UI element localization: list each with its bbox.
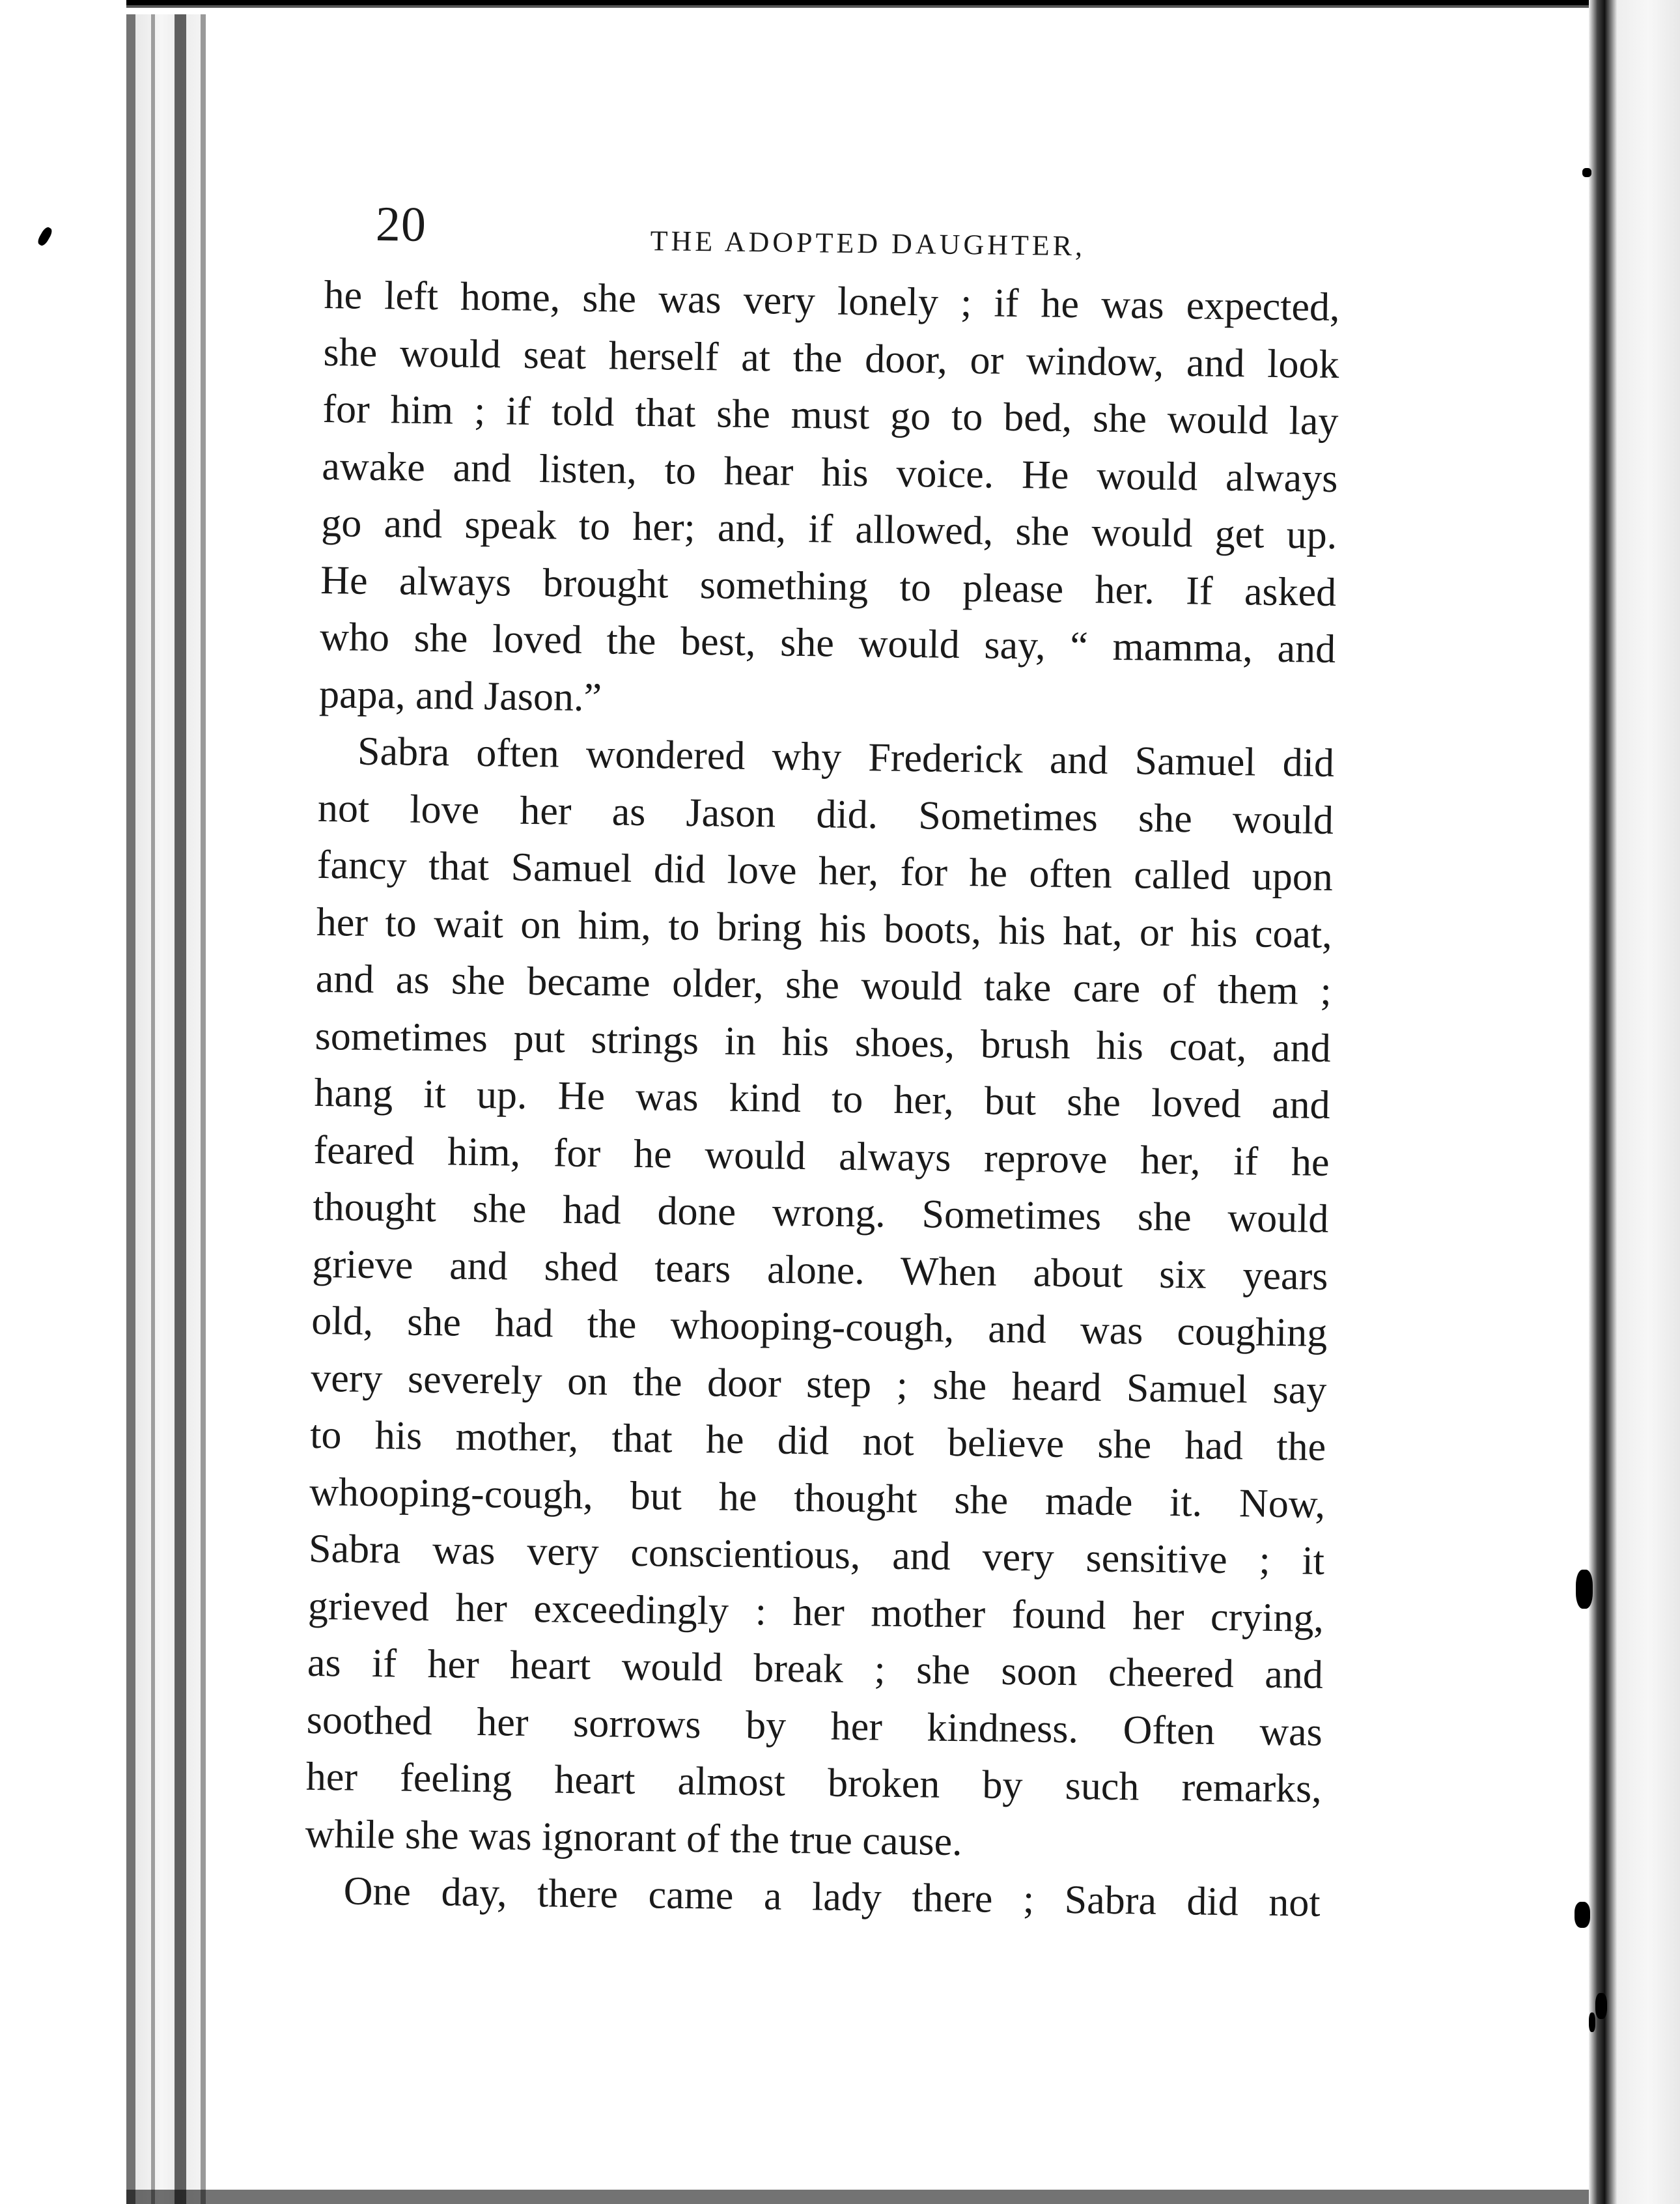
scan-speck	[1595, 1993, 1607, 2019]
top-edge	[126, 0, 1598, 14]
scan-speck	[1589, 2013, 1595, 2032]
text-line: soothed her sorrows by her kindness. Often was	[306, 1697, 1323, 1755]
text-line: who she loved the best, she would say, “ mamma, and	[319, 614, 1336, 672]
text-line: thought she had done wrong. Sometimes she would	[313, 1184, 1329, 1241]
text-line: hang it up. He was kind to her, but she loved and	[314, 1070, 1330, 1127]
text-line: go and speak to her; and, if allowed, she would get up.	[320, 500, 1337, 558]
facing-page-edge	[1617, 0, 1680, 2204]
page-edge-line	[126, 0, 135, 2204]
text-line: old, she had the whooping-cough, and was coughing	[311, 1298, 1328, 1355]
text-line: her to wait on him, to bring his boots, his hat, or his coat,	[316, 899, 1333, 957]
text-line: feared him, for he would always reprove her, if he	[313, 1127, 1330, 1185]
page-edge-line	[175, 0, 186, 2204]
scan-speck	[1576, 1570, 1593, 1609]
text-line: papa, and Jason.”	[318, 671, 602, 720]
page-number: 20	[375, 196, 427, 252]
text-line: sometimes put strings in his shoes, brush his coat, and	[315, 1013, 1332, 1071]
page-edge-line	[151, 0, 155, 2204]
text-line: Sabra often wondered why Frederick and Samuel did	[357, 729, 1335, 785]
text-line: for him ; if told that she must go to bed, she would lay	[322, 386, 1339, 444]
text-line: grieved her exceedingly : her mother found her crying,	[307, 1583, 1324, 1641]
text-line: while she was ignorant of the true cause.	[305, 1811, 963, 1864]
text-line: One day, there came a lady there ; Sabra did not	[343, 1869, 1321, 1925]
binding-gutter	[1589, 0, 1617, 2204]
text-line: to his mother, that he did not believe she had the	[309, 1412, 1326, 1469]
chapter-title: THE ADOPTED DAUGHTER,	[650, 225, 1086, 262]
page-edge-line	[201, 0, 206, 2204]
text-line: not love her as Jason did. Sometimes she would	[317, 785, 1334, 843]
running-head	[324, 169, 1393, 280]
text-line: her feeling heart almost broken by such remarks,	[305, 1754, 1323, 1811]
text-line: she would seat herself at the door, or window, and look	[323, 330, 1339, 387]
text-line: he left home, she was very lonely ; if he was expected,	[324, 272, 1340, 330]
bottom-edge	[126, 2190, 1598, 2204]
text-line: awake and listen, to hear his voice. He would always	[322, 444, 1338, 501]
scan-speck	[36, 226, 53, 247]
page-edge-shadow	[135, 0, 201, 2204]
text-line: very severely on the door step ; she heard Samuel say	[310, 1355, 1327, 1413]
text-line: as if her heart would break ; she soon cheered and	[307, 1640, 1324, 1697]
text-line: whooping-cough, but he thought she made it. Now,	[309, 1469, 1326, 1527]
body-text	[304, 267, 1392, 1932]
scan-speck	[1575, 1902, 1590, 1928]
text-line: grieve and shed tears alone. When about six years	[312, 1241, 1328, 1299]
text-line: Sabra was very conscientious, and very sensitive ; it	[308, 1526, 1325, 1583]
text-line: fancy that Samuel did love her, for he often called upon	[316, 842, 1334, 899]
scan-speck	[1582, 168, 1591, 177]
text-line: He always brought something to please her. If asked	[320, 558, 1337, 615]
text-line: and as she became older, she would take care of them ;	[315, 956, 1332, 1013]
book-page	[304, 169, 1393, 1932]
